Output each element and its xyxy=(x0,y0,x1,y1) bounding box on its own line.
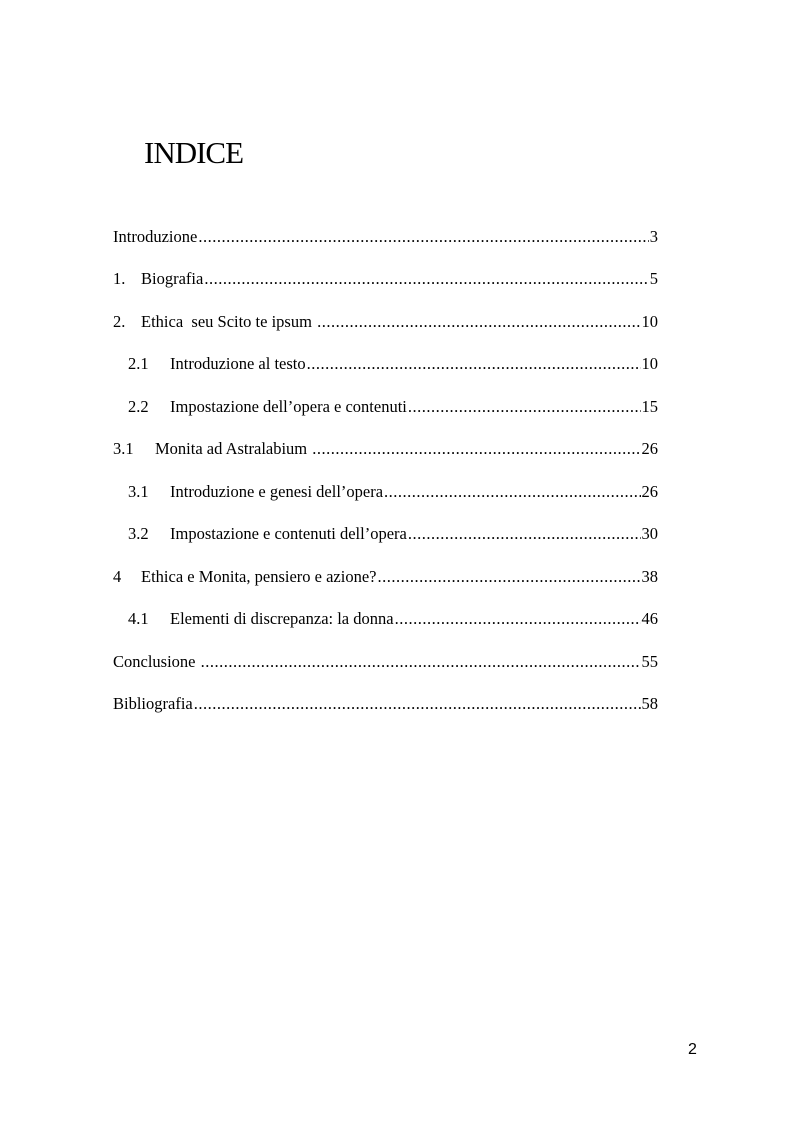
toc-entry-page: 15 xyxy=(641,397,658,416)
page-title: INDICE xyxy=(144,135,244,170)
dot-leader xyxy=(408,396,641,418)
toc-entry-number: 4 xyxy=(113,567,122,586)
toc-entry-elementi[interactable] xyxy=(128,608,658,630)
toc-entry-monita[interactable] xyxy=(113,438,658,460)
toc-entry-introduzione-genesi[interactable] xyxy=(128,481,658,503)
toc-entry-number: 1. xyxy=(113,269,126,288)
toc-entry-conclusione[interactable] xyxy=(113,651,658,673)
dot-leader xyxy=(204,268,648,290)
toc-entry-number: 3.2 xyxy=(128,524,149,543)
toc-entry-label: Monita ad Astralabium xyxy=(155,439,312,458)
toc-entry-ethica-monita[interactable] xyxy=(113,566,658,588)
toc-entry-page: 3 xyxy=(649,227,658,246)
toc-entry-impostazione-contenuti[interactable] xyxy=(128,523,658,545)
toc-entry-page: 58 xyxy=(641,694,658,713)
toc-entry-label: Impostazione dell’opera e contenuti xyxy=(170,397,407,416)
toc-entry-number: 3.1 xyxy=(128,482,149,501)
toc-entry-introduzione[interactable] xyxy=(113,226,658,248)
toc-entry-impostazione[interactable] xyxy=(128,396,658,418)
dot-leader xyxy=(317,311,640,333)
dot-leader xyxy=(312,438,640,460)
toc-entry-page: 10 xyxy=(641,312,658,331)
toc-entry-label: Elementi di discrepanza: la donna xyxy=(170,609,394,628)
toc-entry-introduzione-testo[interactable] xyxy=(128,353,658,375)
dot-leader xyxy=(395,608,641,630)
toc-entry-label: Biografia xyxy=(141,269,204,288)
toc-entry-page: 30 xyxy=(641,524,658,543)
page-number: 2 xyxy=(688,1041,697,1058)
toc-entry-label: Bibliografia xyxy=(113,694,193,713)
dot-leader xyxy=(377,566,640,588)
toc-entry-label: Introduzione al testo xyxy=(170,354,306,373)
toc-entry-number: 2.2 xyxy=(128,397,149,416)
toc-entry-bibliografia[interactable] xyxy=(113,693,658,715)
toc-entry-label: Ethica e Monita, pensiero e azione? xyxy=(141,567,377,586)
toc-entry-label: Conclusione xyxy=(113,652,200,671)
toc-entry-number: 3.1 xyxy=(113,439,134,458)
toc-entry-number: 2. xyxy=(113,312,126,331)
toc-entry-label: Impostazione e contenuti dell’opera xyxy=(170,524,407,543)
toc-entry-number: 4.1 xyxy=(128,609,149,628)
dot-leader xyxy=(307,353,641,375)
toc-entry-label: Ethica seu Scito te ipsum xyxy=(141,312,317,331)
toc-entry-biografia[interactable] xyxy=(113,268,658,290)
dot-leader xyxy=(384,481,640,503)
toc-entry-page: 10 xyxy=(641,354,658,373)
dot-leader xyxy=(198,226,648,248)
dot-leader xyxy=(194,693,641,715)
toc-entry-page: 5 xyxy=(649,269,658,288)
dot-leader xyxy=(201,651,641,673)
toc-entry-page: 46 xyxy=(641,609,658,628)
toc-entry-page: 26 xyxy=(641,439,658,458)
toc-entry-page: 55 xyxy=(641,652,658,671)
toc-entry-page: 26 xyxy=(641,482,658,501)
toc-entry-page: 38 xyxy=(641,567,658,586)
toc-entry-number: 2.1 xyxy=(128,354,149,373)
toc-entry-label: Introduzione xyxy=(113,227,198,246)
toc-entry-ethica[interactable] xyxy=(113,311,658,333)
toc-entry-label: Introduzione e genesi dell’opera xyxy=(170,482,384,501)
dot-leader xyxy=(408,523,641,545)
